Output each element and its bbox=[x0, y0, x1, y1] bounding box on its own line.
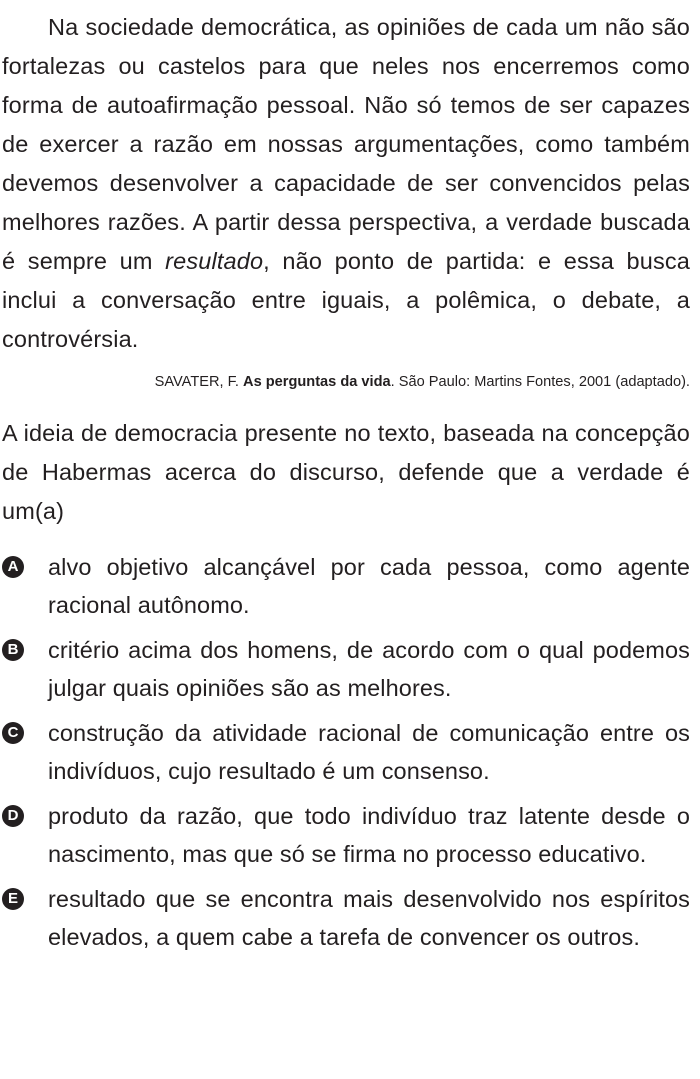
passage-text-part-2: , não ponto de partida: e essa busca inclui a conversação entre iguais, a polêmica, o debate, a controvérsia. bbox=[2, 248, 690, 352]
passage-italic-word: resultado bbox=[165, 248, 264, 274]
option-b-letter-badge: B bbox=[2, 639, 24, 661]
option-e[interactable] bbox=[2, 881, 690, 956]
answer-options bbox=[2, 549, 690, 956]
option-b[interactable] bbox=[2, 632, 690, 707]
option-c-letter-badge: C bbox=[2, 722, 24, 744]
option-e-letter-badge: E bbox=[2, 888, 24, 910]
option-c[interactable] bbox=[2, 715, 690, 790]
option-d-letter-badge: D bbox=[2, 805, 24, 827]
option-b-text: critério acima dos homens, de acordo com o qual podemos julgar quais opiniões são as melhores. bbox=[48, 637, 690, 701]
question-stem: A ideia de democracia presente no texto, baseada na concepção de Habermas acerca do discurso, defende que a verdade é um(a) bbox=[2, 420, 690, 524]
option-d[interactable] bbox=[2, 798, 690, 873]
option-d-text: produto da razão, que todo indivíduo traz latente desde o nascimento, mas que só se firma no processo educativo. bbox=[48, 803, 690, 867]
citation bbox=[2, 372, 690, 392]
citation-author: SAVATER, F. bbox=[154, 374, 244, 390]
option-e-text: resultado que se encontra mais desenvolvido nos espíritos elevados, a quem cabe a tarefa de convencer os outros. bbox=[48, 886, 690, 950]
option-c-text: construção da atividade racional de comunicação entre os indivíduos, cujo resultado é um consenso. bbox=[48, 720, 690, 784]
option-a[interactable] bbox=[2, 549, 690, 624]
option-a-letter-badge: A bbox=[2, 556, 24, 578]
citation-rest: . São Paulo: Martins Fontes, 2001 (adaptado). bbox=[390, 374, 690, 390]
citation-title: As perguntas da vida bbox=[243, 374, 391, 390]
passage-text-part-1: Na sociedade democrática, as opiniões de cada um não são fortalezas ou castelos para que neles nos encerremos como forma de autoafirmação pessoal. Não só temos de ser capazes de exercer a razão em nossas argumentações, como também devemos desenvolver a capacidade de ser convencidos pelas melhores razões. A partir dessa perspectiva, a verdade buscada é sempre um bbox=[2, 14, 690, 274]
passage-text bbox=[2, 8, 690, 359]
option-a-text: alvo objetivo alcançável por cada pessoa, como agente racional autônomo. bbox=[48, 554, 690, 618]
